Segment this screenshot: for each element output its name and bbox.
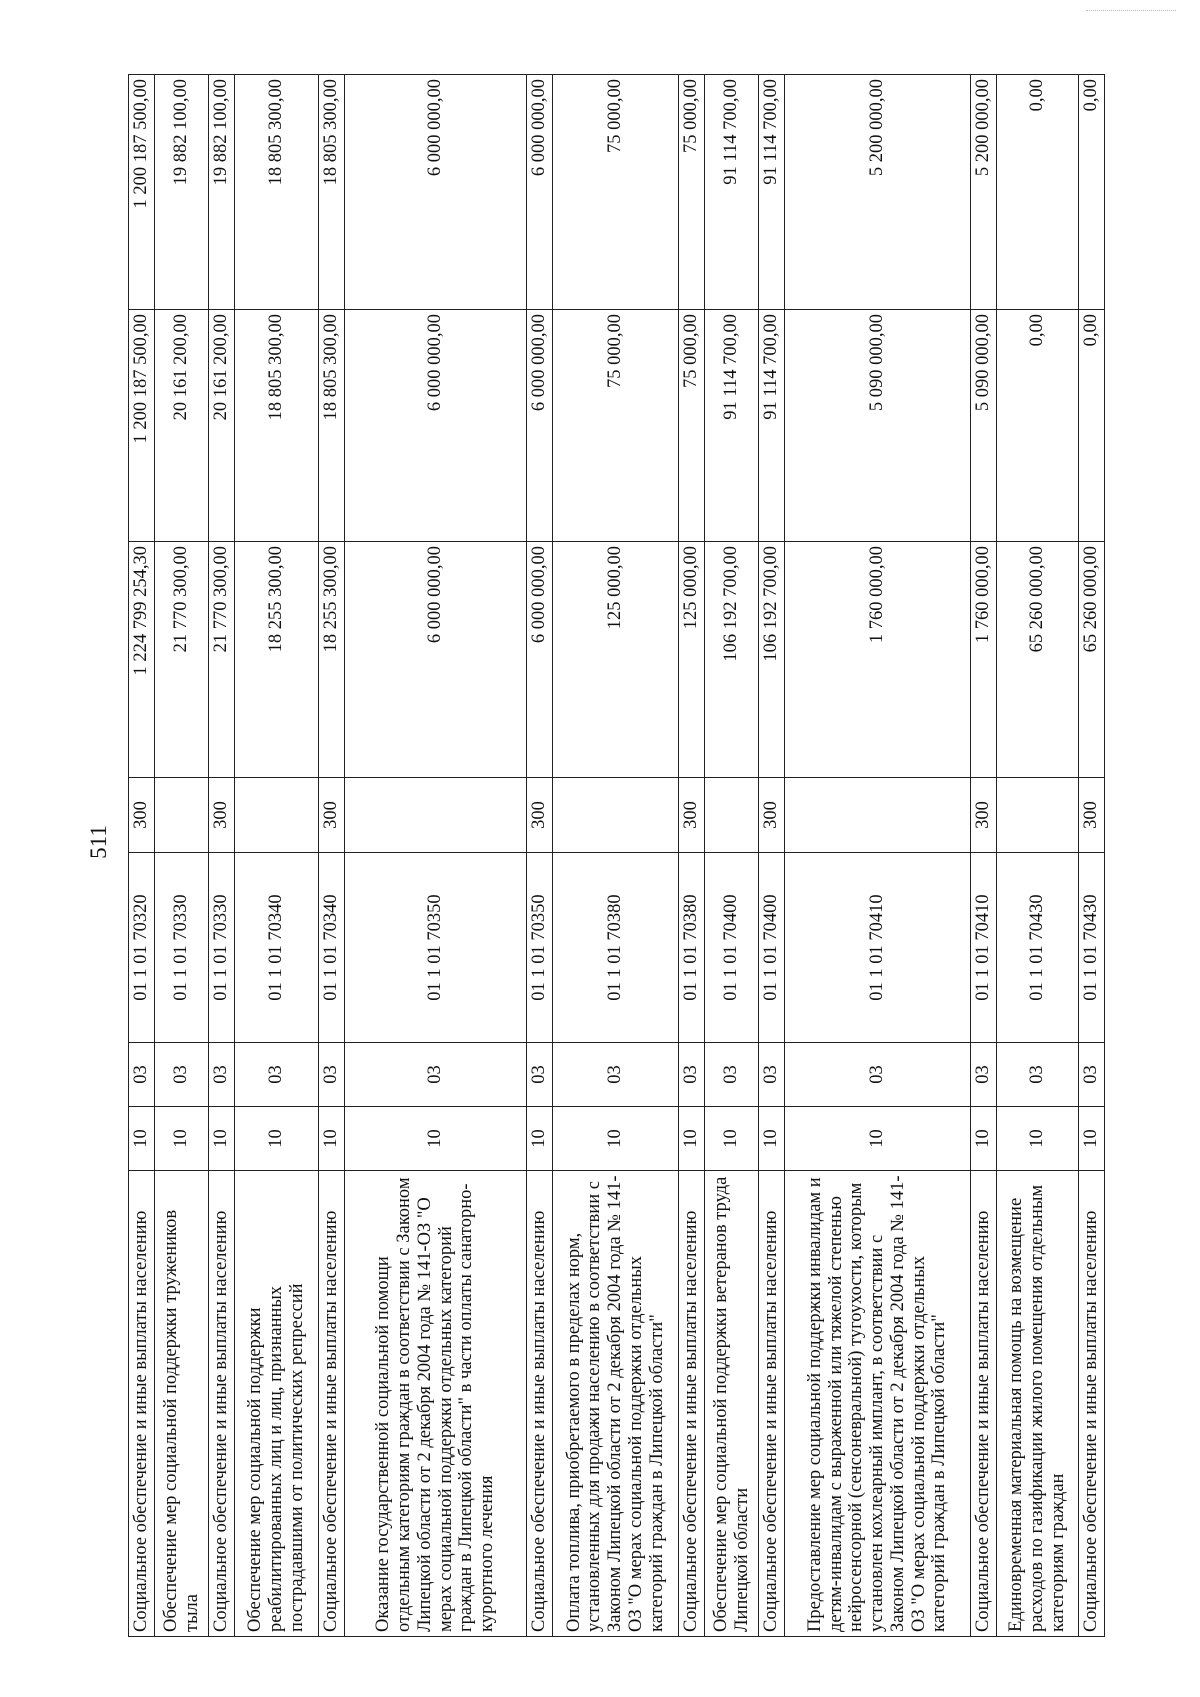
row-amount-2: 5 090 000,00 <box>971 310 997 542</box>
row-amount-3: 5 200 000,00 <box>971 75 997 310</box>
row-section: 10 <box>345 1107 527 1171</box>
row-expense-type: 300 <box>1079 778 1105 853</box>
row-amount-2: 0,00 <box>1079 310 1105 542</box>
row-amount-3: 5 200 000,00 <box>785 75 971 310</box>
row-subsection: 03 <box>155 1043 209 1107</box>
row-target-code: 01 1 01 70350 <box>527 853 553 1043</box>
table-row <box>235 75 319 1637</box>
row-amount-2: 75 000,00 <box>679 310 705 542</box>
row-expense-type: 300 <box>679 778 705 853</box>
row-target-code: 01 1 01 70410 <box>785 853 971 1043</box>
row-amount-2: 6 000 000,00 <box>527 310 553 542</box>
row-amount-1: 18 255 300,00 <box>319 542 345 778</box>
row-description: Социальное обеспечение и иные выплаты населению <box>1079 1171 1105 1637</box>
row-amount-2: 5 090 000,00 <box>785 310 971 542</box>
row-amount-3: 6 000 000,00 <box>527 75 553 310</box>
row-amount-2: 91 114 700,00 <box>759 310 785 542</box>
row-section: 10 <box>1079 1107 1105 1171</box>
row-amount-2: 91 114 700,00 <box>705 310 759 542</box>
row-amount-2: 18 805 300,00 <box>319 310 345 542</box>
row-target-code: 01 1 01 70340 <box>235 853 319 1043</box>
row-subsection: 03 <box>553 1043 679 1107</box>
row-description: Обеспечение мер социальной поддержки реабилитированных лиц и лиц, признанных пострадавшими от политических репрессий <box>235 1171 319 1637</box>
table-row <box>785 75 971 1637</box>
row-section: 10 <box>679 1107 705 1171</box>
row-subsection: 03 <box>759 1043 785 1107</box>
row-target-code: 01 1 01 70410 <box>971 853 997 1043</box>
row-expense-type <box>785 778 971 853</box>
row-subsection: 03 <box>209 1043 235 1107</box>
row-target-code: 01 1 01 70350 <box>345 853 527 1043</box>
row-description: Социальное обеспечение и иные выплаты населению <box>759 1171 785 1637</box>
row-description: Единовременная материальная помощь на возмещение расходов по газификации жилого помещения отдельным категориям граждан <box>997 1171 1079 1637</box>
row-amount-3: 0,00 <box>997 75 1079 310</box>
table-row <box>997 75 1079 1637</box>
row-target-code: 01 1 01 70430 <box>997 853 1079 1043</box>
table-row <box>319 75 345 1637</box>
row-amount-1: 125 000,00 <box>553 542 679 778</box>
table-row <box>1079 75 1105 1637</box>
row-target-code: 01 1 01 70400 <box>705 853 759 1043</box>
row-expense-type <box>997 778 1079 853</box>
row-amount-3: 1 200 187 500,00 <box>129 75 155 310</box>
row-description: Обеспечение мер социальной поддержки тружеников тыла <box>155 1171 209 1637</box>
table-row <box>553 75 679 1637</box>
row-amount-2: 20 161 200,00 <box>209 310 235 542</box>
row-amount-2: 6 000 000,00 <box>345 310 527 542</box>
row-amount-3: 91 114 700,00 <box>705 75 759 310</box>
page-number: 511 <box>86 825 111 859</box>
budget-table-body <box>129 75 1105 1637</box>
row-subsection: 03 <box>705 1043 759 1107</box>
row-amount-1: 21 770 300,00 <box>155 542 209 778</box>
row-section: 10 <box>971 1107 997 1171</box>
row-description: Социальное обеспечение и иные выплаты населению <box>971 1171 997 1637</box>
row-description: Социальное обеспечение и иные выплаты населению <box>319 1171 345 1637</box>
table-row <box>971 75 997 1637</box>
row-amount-3: 6 000 000,00 <box>345 75 527 310</box>
row-amount-1: 1 760 000,00 <box>971 542 997 778</box>
row-description: Социальное обеспечение и иные выплаты населению <box>209 1171 235 1637</box>
row-description: Социальное обеспечение и иные выплаты населению <box>527 1171 553 1637</box>
row-amount-1: 1 224 799 254,30 <box>129 542 155 778</box>
row-section: 10 <box>553 1107 679 1171</box>
row-amount-3: 19 882 100,00 <box>155 75 209 310</box>
table-row <box>345 75 527 1637</box>
scan-artifact <box>1086 10 1176 12</box>
table-row <box>705 75 759 1637</box>
row-subsection: 03 <box>971 1043 997 1107</box>
row-subsection: 03 <box>319 1043 345 1107</box>
row-amount-2: 18 805 300,00 <box>235 310 319 542</box>
row-subsection: 03 <box>1079 1043 1105 1107</box>
table-row <box>527 75 553 1637</box>
rotated-page-content <box>128 75 1102 1637</box>
row-expense-type <box>235 778 319 853</box>
row-expense-type: 300 <box>759 778 785 853</box>
row-amount-1: 65 260 000,00 <box>1079 542 1105 778</box>
table-row <box>129 75 155 1637</box>
row-section: 10 <box>129 1107 155 1171</box>
row-section: 10 <box>759 1107 785 1171</box>
row-description: Оплата топлива, приобретаемого в пределах норм, установленных для продажи населению в соответствии с Законом Липецкой области от 2 декабря 2004 года № 141-ОЗ "О мерах социальной поддержки отдельных категорий граждан в Липецкой области" <box>553 1171 679 1637</box>
row-amount-3: 91 114 700,00 <box>759 75 785 310</box>
table-row <box>759 75 785 1637</box>
row-expense-type: 300 <box>319 778 345 853</box>
row-target-code: 01 1 01 70380 <box>679 853 705 1043</box>
row-section: 10 <box>319 1107 345 1171</box>
row-subsection: 03 <box>235 1043 319 1107</box>
row-section: 10 <box>155 1107 209 1171</box>
row-expense-type <box>553 778 679 853</box>
row-amount-2: 75 000,00 <box>553 310 679 542</box>
row-expense-type: 300 <box>129 778 155 853</box>
row-target-code: 01 1 01 70430 <box>1079 853 1105 1043</box>
row-amount-1: 125 000,00 <box>679 542 705 778</box>
row-target-code: 01 1 01 70400 <box>759 853 785 1043</box>
row-target-code: 01 1 01 70320 <box>129 853 155 1043</box>
row-expense-type: 300 <box>971 778 997 853</box>
row-amount-2: 20 161 200,00 <box>155 310 209 542</box>
table-row <box>209 75 235 1637</box>
table-row <box>155 75 209 1637</box>
row-section: 10 <box>235 1107 319 1171</box>
row-amount-2: 1 200 187 500,00 <box>129 310 155 542</box>
row-subsection: 03 <box>129 1043 155 1107</box>
row-amount-3: 0,00 <box>1079 75 1105 310</box>
row-amount-3: 75 000,00 <box>553 75 679 310</box>
row-description: Предоставление мер социальной поддержки инвалидам и детям-инвалидам с выраженной или тяжелой степенью нейросенсорной (сенсоневральной) тугоухости, которым установлен кохлеарный имплант, в соответствии с Законом Липецкой области от 2 декабря 2004 года № 141-ОЗ "О мерах социальной поддержки отдельных категорий граждан в Липецкой области" <box>785 1171 971 1637</box>
row-section: 10 <box>527 1107 553 1171</box>
row-amount-1: 6 000 000,00 <box>345 542 527 778</box>
row-subsection: 03 <box>997 1043 1079 1107</box>
row-description: Оказание государственной социальной помощи отдельным категориям граждан в соответствии с Законом Липецкой области от 2 декабря 2004 года № 141-ОЗ "О мерах социальной поддержки отдельных категорий граждан в Липецкой области" в части оплаты санаторно-курортного лечения <box>345 1171 527 1637</box>
row-subsection: 03 <box>679 1043 705 1107</box>
row-target-code: 01 1 01 70380 <box>553 853 679 1043</box>
row-subsection: 03 <box>785 1043 971 1107</box>
row-description: Социальное обеспечение и иные выплаты населению <box>129 1171 155 1637</box>
row-subsection: 03 <box>527 1043 553 1107</box>
row-amount-1: 18 255 300,00 <box>235 542 319 778</box>
row-amount-3: 19 882 100,00 <box>209 75 235 310</box>
row-subsection: 03 <box>345 1043 527 1107</box>
row-description: Социальное обеспечение и иные выплаты населению <box>679 1171 705 1637</box>
row-section: 10 <box>785 1107 971 1171</box>
row-target-code: 01 1 01 70340 <box>319 853 345 1043</box>
row-amount-3: 18 805 300,00 <box>319 75 345 310</box>
row-amount-1: 6 000 000,00 <box>527 542 553 778</box>
row-amount-1: 65 260 000,00 <box>997 542 1079 778</box>
row-amount-1: 21 770 300,00 <box>209 542 235 778</box>
row-amount-1: 106 192 700,00 <box>759 542 785 778</box>
row-section: 10 <box>705 1107 759 1171</box>
row-expense-type: 300 <box>209 778 235 853</box>
row-target-code: 01 1 01 70330 <box>209 853 235 1043</box>
budget-table <box>128 74 1105 1637</box>
row-target-code: 01 1 01 70330 <box>155 853 209 1043</box>
row-amount-2: 0,00 <box>997 310 1079 542</box>
row-expense-type <box>705 778 759 853</box>
row-expense-type: 300 <box>527 778 553 853</box>
row-expense-type <box>345 778 527 853</box>
row-amount-1: 1 760 000,00 <box>785 542 971 778</box>
row-amount-1: 106 192 700,00 <box>705 542 759 778</box>
row-amount-3: 18 805 300,00 <box>235 75 319 310</box>
table-row <box>679 75 705 1637</box>
row-amount-3: 75 000,00 <box>679 75 705 310</box>
row-description: Обеспечение мер социальной поддержки ветеранов труда Липецкой области <box>705 1171 759 1637</box>
row-section: 10 <box>209 1107 235 1171</box>
row-section: 10 <box>997 1107 1079 1171</box>
row-expense-type <box>155 778 209 853</box>
